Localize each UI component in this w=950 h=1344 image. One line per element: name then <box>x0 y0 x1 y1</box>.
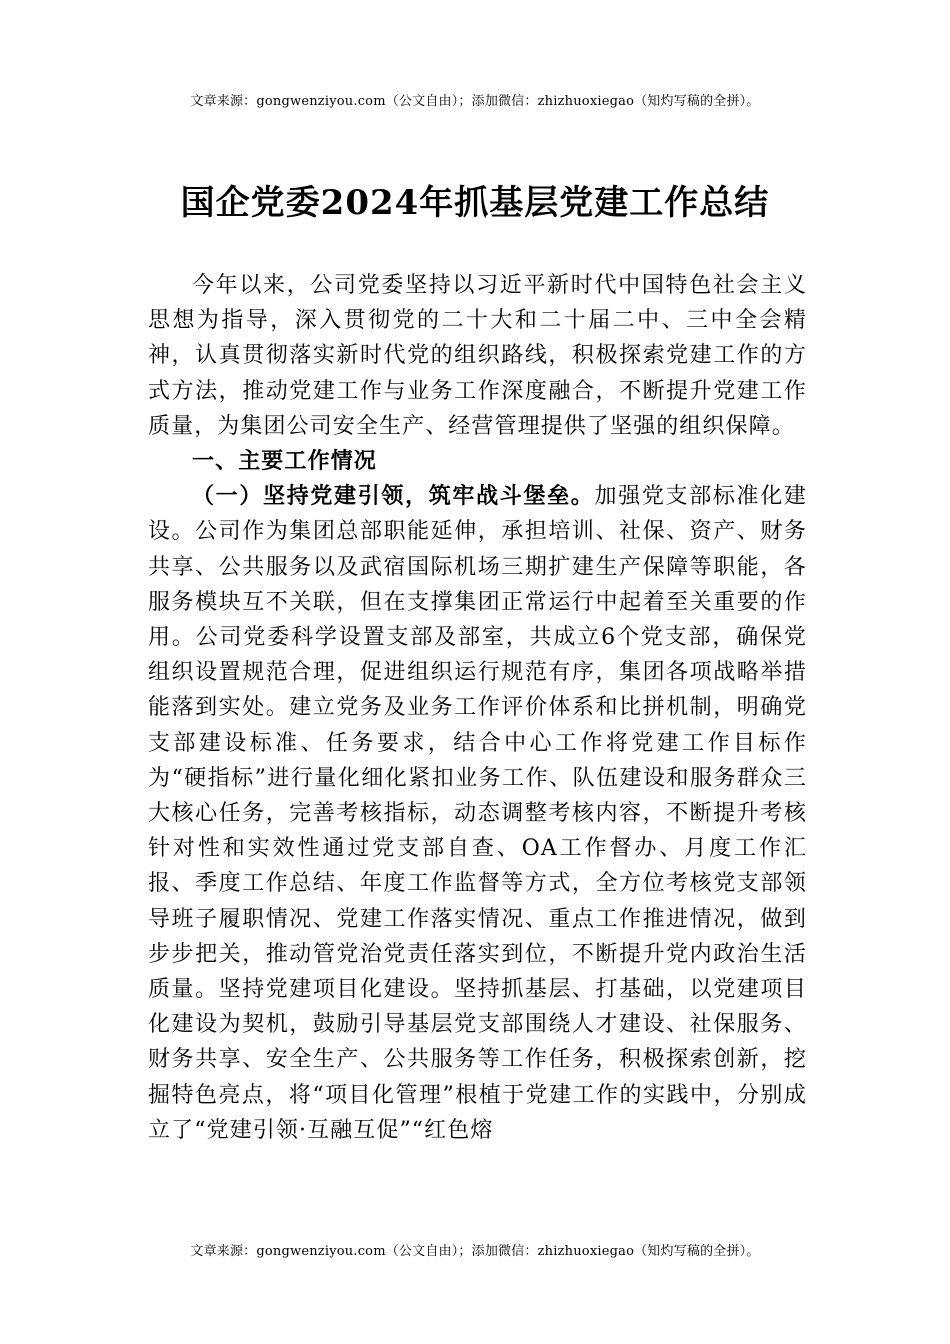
document-body <box>148 268 807 1148</box>
subsection-paragraph <box>148 479 807 1148</box>
intro-paragraph: 今年以来，公司党委坚持以习近平新时代中国特色社会主义思想为指导，深入贯彻党的二十大和二十届二中、三中全会精神，认真贯彻落实新时代党的组织路线，积极探索党建工作的方式方法，推动党建工作与业务工作深度融合，不断提升党建工作质量，为集团公司安全生产、经营管理提供了坚强的组织保障。 <box>148 273 807 439</box>
subsection-heading: （一）坚持党建引领，筑牢战斗堡垒。 <box>192 483 595 510</box>
document-title: 国企党委2024年抓基层党建工作总结 <box>180 183 770 223</box>
source-header: 文章来源：gongwenziyou.com（公文自由）；添加微信：zhizhuoxiegao（知灼写稿的全拼）。 <box>190 94 760 109</box>
subsection-body: 加强党支部标准化建设。公司作为集团总部职能延伸，承担培训、社保、资产、财务共享、公共服务以及武宿国际机场三期扩建生产保障等职能，各服务模块互不关联，但在支撑集团正常运行中起着至关重要的作用。公司党委科学设置支部及部室，共成立6个党支部，确保党组织设置规范合理，促进组织运行规范有序，集团各项战略举措能落到实处。建立党务及业务工作评价体系和比拼机制，明确党支部建设标准、任务要求，结合中心工作将党建工作目标作为“硬指标”进行量化细化紧扣业务工作、队伍建设和服务群众三大核心任务，完善考核指标，动态调整考核内容，不断提升考核针对性和实效性通过党支部自查、OA工作督办、月度工作汇报、季度工作总结、年度工作监督等方式，全方位考核党支部领导班子履职情况、党建工作落实情况、重点工作推进情况，做到步步把关，推动管党治党责任落实到位，不断提升党内政治生活质量。坚持党建项目化建设。坚持抓基层、打基础，以党建项目化建设为契机，鼓励引导基层党支部围绕人才建设、社保服务、财务共享、安全生产、公共服务等工作任务，积极探索创新，挖掘特色亮点，将“项目化管理”根植于党建工作的实践中，分别成立了“党建引领·互融互促”“红色熔 <box>148 484 808 1143</box>
source-footer: 文章来源：gongwenziyou.com（公文自由）；添加微信：zhizhuoxiegao（知灼写稿的全拼）。 <box>190 1244 760 1259</box>
section-heading: 一、主要工作情况 <box>192 449 377 475</box>
